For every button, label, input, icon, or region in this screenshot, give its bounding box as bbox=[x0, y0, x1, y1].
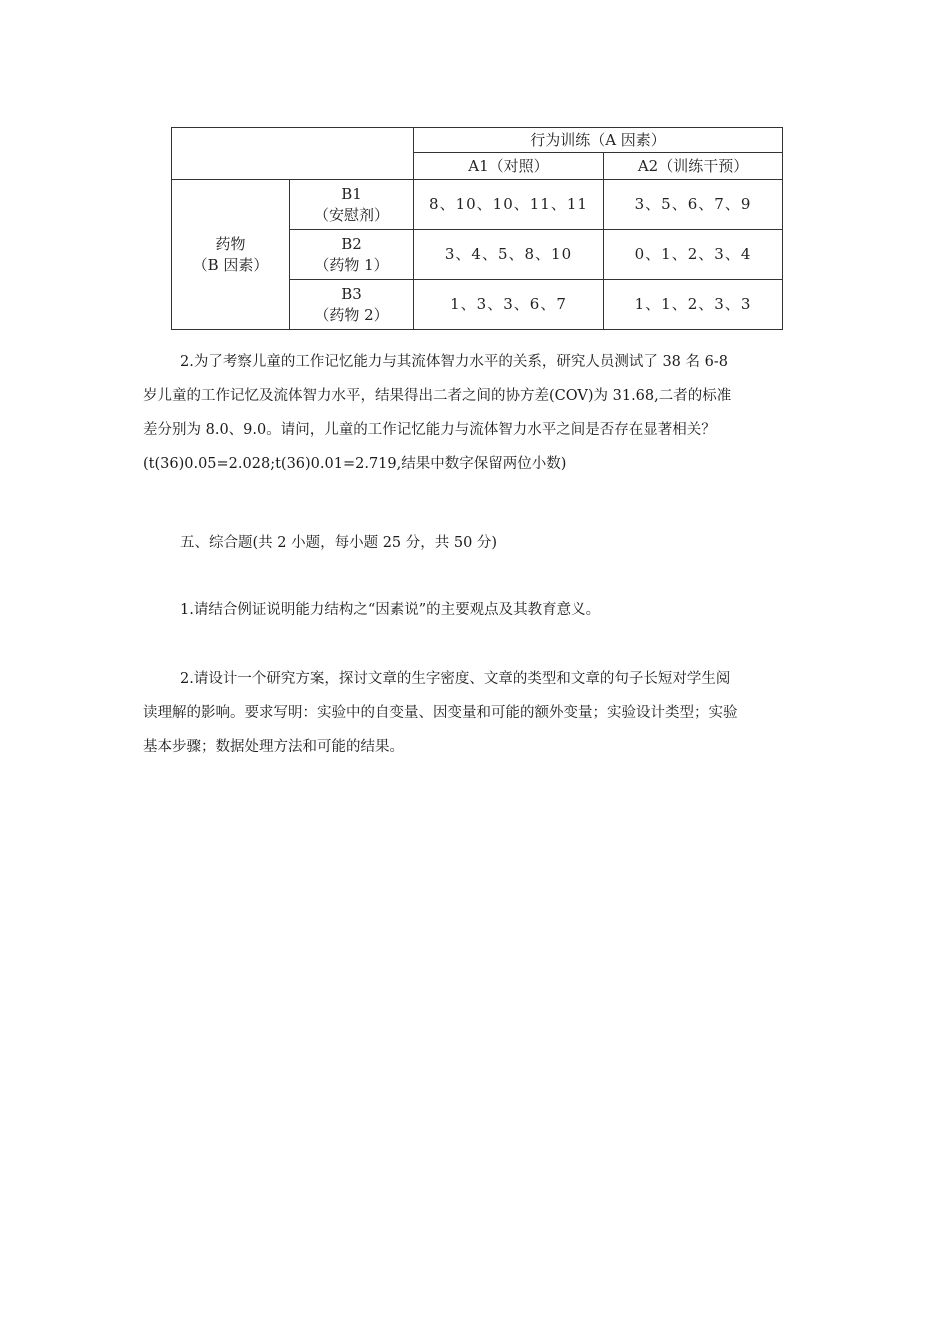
row-code: B2 bbox=[341, 234, 362, 253]
s5-q2-line: 基本步骤；数据处理方法和可能的结果。 bbox=[143, 739, 404, 755]
row-name: （安慰剂） bbox=[313, 205, 389, 224]
table-corner-cell bbox=[172, 128, 414, 180]
row-name: （药物 2） bbox=[314, 305, 389, 324]
s5-q1-line: 1.请结合例证说明能力结构之“因素说”的主要观点及其教育意义。 bbox=[180, 602, 601, 618]
a-factor-header: 行为训练（A 因素） bbox=[414, 128, 783, 153]
cell-b1-a1: 8、10、10、11、11 bbox=[414, 180, 604, 230]
b-factor-header bbox=[172, 180, 290, 330]
row-header-b1 bbox=[290, 180, 414, 230]
two-factor-data-table bbox=[171, 127, 783, 330]
section-5-title: 五、综合题(共 2 小题，每小题 25 分，共 50 分) bbox=[180, 535, 498, 551]
cell-b2-a2: 0、1、2、3、4 bbox=[604, 230, 783, 280]
s5-q2-line: 读理解的影响。要求写明：实验中的自变量、因变量和可能的额外变量；实验设计类型；实验 bbox=[143, 705, 738, 721]
row-header-b3 bbox=[290, 280, 414, 330]
cell-b3-a2: 1、1、2、3、3 bbox=[604, 280, 783, 330]
row-code: B1 bbox=[341, 184, 362, 203]
b-factor-label: 药物 bbox=[215, 234, 246, 253]
section-5-question-2 bbox=[143, 662, 808, 764]
row-name: （药物 1） bbox=[314, 255, 389, 274]
a1-header: A1（对照） bbox=[414, 153, 604, 180]
row-header-b2 bbox=[290, 230, 414, 280]
s5-q2-line: 2.请设计一个研究方案，探讨文章的生字密度、文章的类型和文章的句子长短对学生阅 bbox=[180, 671, 731, 687]
q2-line: 差分别为 8.0、9.0。请问，儿童的工作记忆能力与流体智力水平之间是否存在显著相关？ bbox=[143, 422, 716, 438]
a2-header: A2（训练干预） bbox=[604, 153, 783, 180]
q2-line: 岁儿童的工作记忆及流体智力水平，结果得出二者之间的协方差(COV)为 31.68,二者的标准 bbox=[143, 388, 732, 404]
question-2-correlation bbox=[143, 345, 808, 481]
q2-line: (t(36)0.05=2.028;t(36)0.01=2.719,结果中数字保留两位小数) bbox=[143, 456, 567, 472]
section-5-question-1 bbox=[143, 593, 808, 627]
q2-line: 2.为了考察儿童的工作记忆能力与其流体智力水平的关系，研究人员测试了 38 名 6-8 bbox=[180, 354, 728, 370]
cell-b3-a1: 1、3、3、6、7 bbox=[414, 280, 604, 330]
row-code: B3 bbox=[341, 284, 362, 303]
section-5-title-block bbox=[143, 526, 808, 560]
b-factor-sublabel: （B 因素） bbox=[192, 255, 269, 274]
cell-b1-a2: 3、5、6、7、9 bbox=[604, 180, 783, 230]
cell-b2-a1: 3、4、5、8、10 bbox=[414, 230, 604, 280]
